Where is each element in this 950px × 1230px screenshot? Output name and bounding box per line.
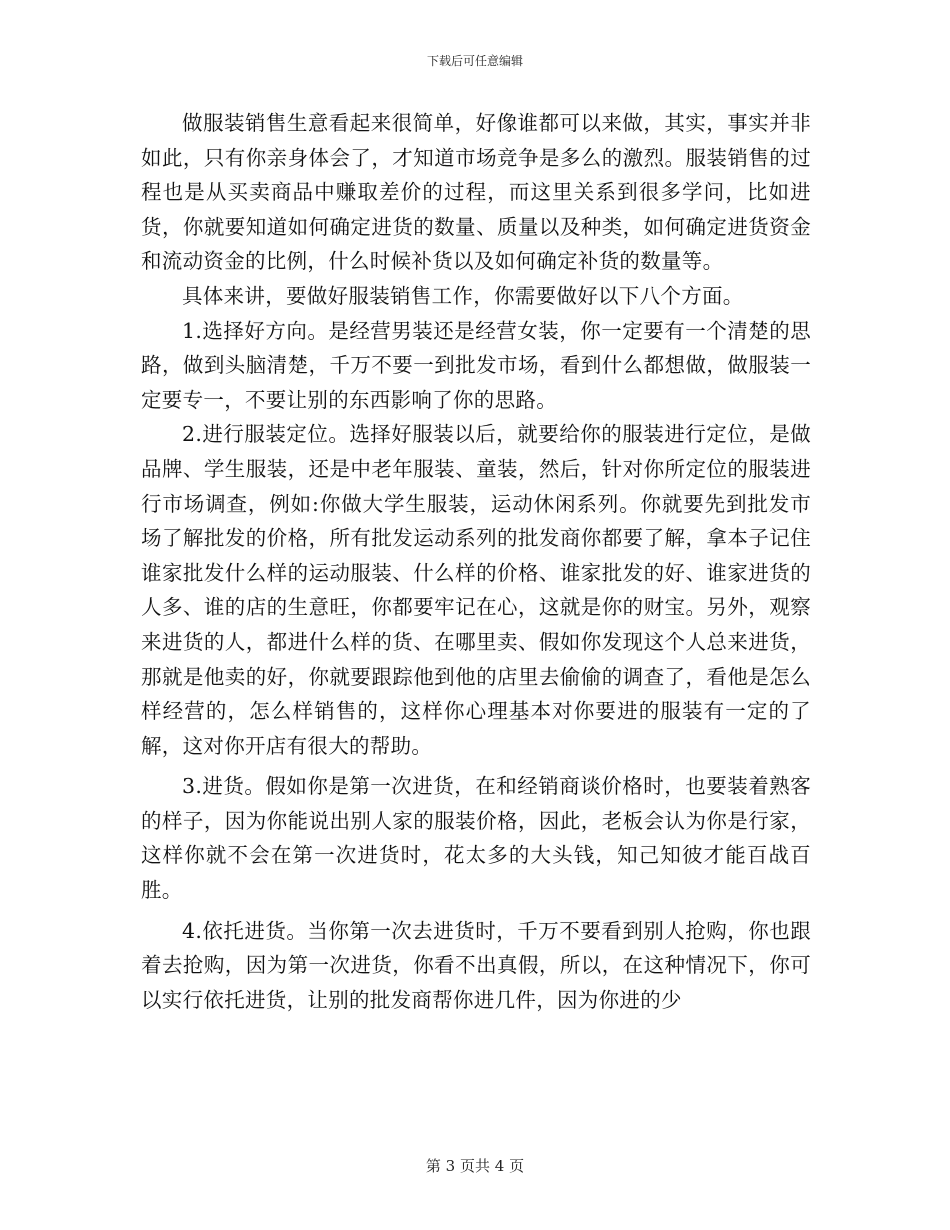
paragraph-point-3: 3.进货。假如你是第一次进货，在和经销商谈价格时，也要装着熟客的样子，因为你能说出别人家的服装价格，因此，老板会认为你是行家，这样你就不会在第一次进货时，花太多的大头钱，知己知彼才能百战百胜。 <box>141 774 811 903</box>
page-header-note: 下载后可任意编辑 <box>426 54 523 68</box>
paragraph-summary: 具体来讲，要做好服装销售工作，你需要做好以下八个方面。 <box>182 283 744 308</box>
document-body <box>141 106 811 1017</box>
page-number: 第 3 页共 4 页 <box>425 1157 525 1175</box>
paragraph-point-1: 1.选择好方向。是经营男装还是经营女装，你一定要有一个清楚的思路，做到头脑清楚，千万不要一到批发市场，看到什么都想做，做服装一定要专一，不要让别的东西影响了你的思路。 <box>141 318 811 412</box>
paragraph-point-4: 4.依托进货。当你第一次去进货时，千万不要看到别人抢购，你也跟着去抢购，因为第一次进货，你看不出真假，所以，在这种情况下，你可以实行依托进货，让别的批发商帮你进几件，因为你进的少 <box>141 918 811 1012</box>
paragraph-point-2: 2.进行服装定位。选择好服装以后，就要给你的服装进行定位，是做品牌、学生服装，还是中老年服装、童装，然后，针对你所定位的服装进行市场调查，例如:你做大学生服装，运动休闲系列。你就要先到批发市场了解批发的价格，所有批发运动系列的批发商你都要了解，拿本子记住谁家批发什么样的运动服装、什么样的价格、谁家批发的好、谁家进货的人多、谁的店的生意旺，你都要牢记在心，这就是你的财宝。另外，观察来进货的人，都进什么样的货、在哪里卖、假如你发现这个人总来进货，那就是他卖的好，你就要跟踪他到他的店里去偷偷的调查了，看他是怎么样经营的，怎么样销售的，这样你心理基本对你要进的服装有一定的了解，这对你开店有很大的帮助。 <box>141 422 811 758</box>
paragraph-intro: 做服装销售生意看起来很简单，好像谁都可以来做，其实，事实并非如此，只有你亲身体会了，才知道市场竞争是多么的激烈。服装销售的过程也是从买卖商品中赚取差价的过程，而这里关系到很多学问，比如进货，你就要知道如何确定进货的数量、质量以及种类，如何确定进货资金和流动资金的比例，什么时候补货以及如何确定补货的数量等。 <box>141 111 811 274</box>
